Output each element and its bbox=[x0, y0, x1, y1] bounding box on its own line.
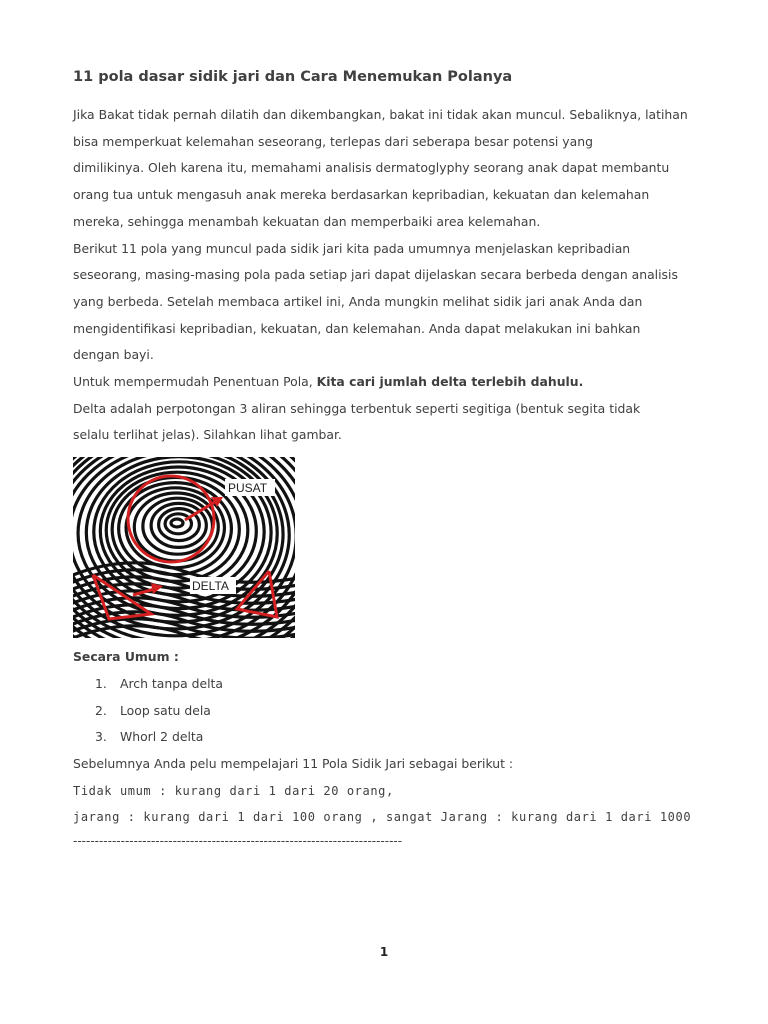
list-text: Whorl 2 delta bbox=[120, 729, 204, 745]
paragraph-line: bisa memperkuat kelemahan seseorang, terlepas dari seberapa besar potensi yang bbox=[73, 133, 593, 149]
fingerprint-image bbox=[73, 457, 295, 638]
list-text: Loop satu dela bbox=[120, 702, 211, 718]
paragraph-line: dimilikinya. Oleh karena itu, memahami analisis dermatoglyphy seorang anak dapat membantu bbox=[73, 160, 670, 176]
label-center: PUSAT bbox=[228, 481, 268, 496]
paragraph-line: mengidentifikasi kepribadian, kekuatan, dan kelemahan. Anda dapat melakukan ini bahkan bbox=[73, 320, 641, 336]
list-number: 1. bbox=[95, 675, 107, 691]
paragraph-delta-hint bbox=[73, 369, 703, 396]
page-number: 1 bbox=[379, 945, 389, 959]
label-delta: DELTA bbox=[192, 579, 229, 594]
list-item bbox=[95, 698, 703, 725]
paragraph-line: Berikut 11 pola yang muncul pada sidik jari kita pada umumnya menjelaskan kepribadian bbox=[73, 240, 631, 256]
paragraph-line: mereka, sehingga menambah kekuatan dan memperbaiki area kelemahan. bbox=[73, 213, 541, 229]
rarity-line-1: Tidak umum : kurang dari 1 dari 20 orang, bbox=[73, 783, 394, 798]
paragraph-line: Delta adalah perpotongan 3 aliran sehingga terbentuk seperti segitiga (bentuk segita tidak bbox=[73, 400, 641, 416]
paragraph-line: Jika Bakat tidak pernah dilatih dan dikembangkan, bakat ini tidak akan muncul. Sebaliknya, latihan bbox=[73, 107, 688, 122]
list-item bbox=[95, 671, 703, 698]
delta-rules-list bbox=[73, 671, 703, 751]
dashed-separator: ---------------------------------------------------------------------------- bbox=[73, 834, 403, 849]
paragraph-line: yang berbeda. Setelah membaca artikel ini, Anda mungkin melihat sidik jari anak Anda dan bbox=[73, 293, 643, 309]
hint-text: Untuk mempermudah Penentuan Pola, bbox=[73, 374, 317, 390]
hint-bold-text: Kita cari jumlah delta terlebih dahulu. bbox=[316, 374, 584, 390]
list-text: Arch tanpa delta bbox=[120, 675, 223, 691]
closing-intro: Sebelumnya Anda pelu mempelajari 11 Pola Sidik Jari sebagai berikut : bbox=[73, 755, 514, 771]
list-number: 2. bbox=[95, 702, 107, 718]
paragraph-line: orang tua untuk mengasuh anak mereka berdasarkan kepribadian, kekuatan dan kelemahan bbox=[73, 187, 650, 203]
paragraph-line: seseorang, masing-masing pola pada setiap jari dapat dijelaskan secara berbeda dengan analisis bbox=[73, 267, 678, 283]
paragraph-line: selalu terlihat jelas). Silahkan lihat gambar. bbox=[73, 427, 342, 443]
list-item bbox=[95, 724, 703, 751]
document-page bbox=[73, 62, 703, 851]
document-title: 11 pola dasar sidik jari dan Cara Menemukan Polanya bbox=[73, 69, 513, 85]
paragraph-line: dengan bayi. bbox=[73, 347, 154, 363]
list-number: 3. bbox=[95, 729, 107, 745]
fingerprint-illustration bbox=[73, 457, 295, 638]
rarity-line-2: jarang : kurang dari 1 dari 100 orang , sangat Jarang : kurang dari 1 dari 1000 bbox=[73, 810, 692, 825]
general-heading: Secara Umum : bbox=[73, 649, 179, 665]
